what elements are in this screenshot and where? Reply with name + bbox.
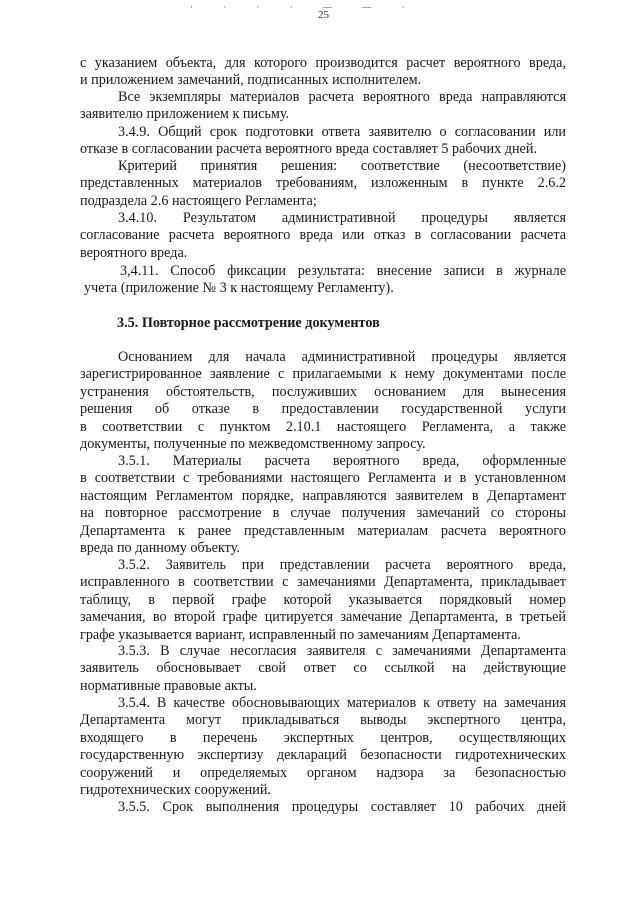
paragraph-3 [80, 124, 566, 159]
text-line: и приложением замечаний, подписанных исполнителем. [80, 72, 422, 89]
text-line: отказе в согласовании расчета вероятного вреда составляет 5 рабочих дней. [80, 141, 537, 158]
text-line: 3.5.5. Срок выполнения процедуры составляет 10 рабочих дней [118, 799, 566, 815]
scan-marks: · · · · — — · [190, 2, 419, 12]
text-line: графе указывается вариант, исправленный по замечаниям Департамента. [80, 626, 521, 643]
text-line: настоящим Регламентом порядке, направляются заявителем в Департамент [80, 487, 566, 504]
text-line: 3,4.11. Способ фиксации результата: внесение записи в журнале [120, 263, 566, 279]
text-line: государственную экспертизу деклараций безопасности гидротехнических [80, 747, 566, 764]
text-line: Основанием для начала административной процедуры является [118, 349, 566, 365]
text-line: сооружений и определяемых органом надзора за безопасностью [80, 764, 566, 781]
text-line: Все экземпляры материалов расчета вероятного вреда направляются [118, 89, 566, 105]
paragraph-12 [80, 799, 566, 816]
text-line: подраздела 2.6 настоящего Регламента; [80, 192, 317, 209]
text-line: 3.5.1. Материалы расчета вероятного вреда, оформленные [118, 453, 566, 469]
text-line: вероятного вреда. [80, 244, 188, 261]
paragraph-1 [80, 55, 566, 90]
text-line: зарегистрированное заявление с прилагаемыми к нему документами после [80, 366, 566, 383]
text-line: входящего в перечень экспертных центров, осуществляющих [80, 729, 566, 746]
text-line: таблицу, в первой графе которой указывается порядковый номер [80, 591, 566, 608]
text-line: 3.5.2. Заявитель при представлении расчета вероятного вреда, [118, 557, 566, 573]
paragraph-11 [80, 695, 566, 799]
text-line: на повторное рассмотрение в случае получения замечаний со стороны [80, 505, 566, 522]
text-line: документы, полученные по межведомственному запросу. [80, 436, 426, 453]
section-heading: 3.5. Повторное рассмотрение документов [117, 315, 380, 331]
text-line: Критерий принятия решения: соответствие (несоответствие) [118, 158, 566, 174]
paragraph-8 [80, 453, 566, 557]
text-line: гидротехнических сооружений. [80, 782, 271, 799]
paragraph-6 [84, 263, 566, 298]
text-line: Департамента к ранее представленным материалам расчета вероятного [80, 522, 566, 539]
text-line: с указанием объекта, для которого производится расчет вероятного вреда, [80, 55, 566, 71]
text-line: согласование расчета вероятного вреда или отказ в согласовании расчета [80, 227, 566, 244]
paragraph-5 [80, 210, 566, 262]
paragraph-4 [80, 158, 566, 210]
text-line: решения об отказе в предоставлении государственной услуги [80, 401, 566, 418]
text-line: замечания, во второй графе цитируется замечание Департамента, в третьей [80, 609, 566, 626]
text-line: представленных материалов требованиям, изложенным в пункте 2.6.2 [80, 175, 566, 192]
paragraph-2 [80, 89, 566, 124]
text-line: исправленного в соответствии с замечаниями Департамента, прикладывает [80, 574, 566, 591]
text-line: заявителю приложением к письму. [80, 106, 290, 123]
text-line: нормативные правовые акты. [80, 677, 257, 694]
paragraph-7 [80, 349, 566, 453]
text-line: вреда по данному объекту. [80, 540, 240, 557]
text-line: учета (приложение № 3 к настоящему Регламенту). [84, 280, 394, 297]
page-number: 25 [318, 9, 329, 21]
paragraph-10 [80, 643, 566, 695]
paragraph-9 [80, 557, 566, 644]
text-line: 3.5.3. В случае несогласия заявителя с замечаниями Департамента [118, 643, 566, 659]
text-line: 3.4.9. Общий срок подготовки ответа заявителю о согласовании или [118, 124, 566, 140]
text-line: заявитель обосновывает свой ответ со ссылкой на действующие [80, 660, 566, 677]
text-line: Департамента могут прикладываться выводы экспертного центра, [80, 712, 566, 729]
text-line: в соответствии с требованиями настоящего Регламента и в установленном [80, 470, 566, 487]
text-line: 3.5.4. В качестве обосновывающих материалов к ответу на замечания [118, 695, 566, 711]
text-line: устранения обстоятельств, послуживших основанием для вынесения [80, 383, 566, 400]
text-line: 3.4.10. Результатом административной процедуры является [118, 210, 566, 226]
text-line: в соответствии с пунктом 2.10.1 настоящего Регламента, а также [80, 418, 566, 435]
